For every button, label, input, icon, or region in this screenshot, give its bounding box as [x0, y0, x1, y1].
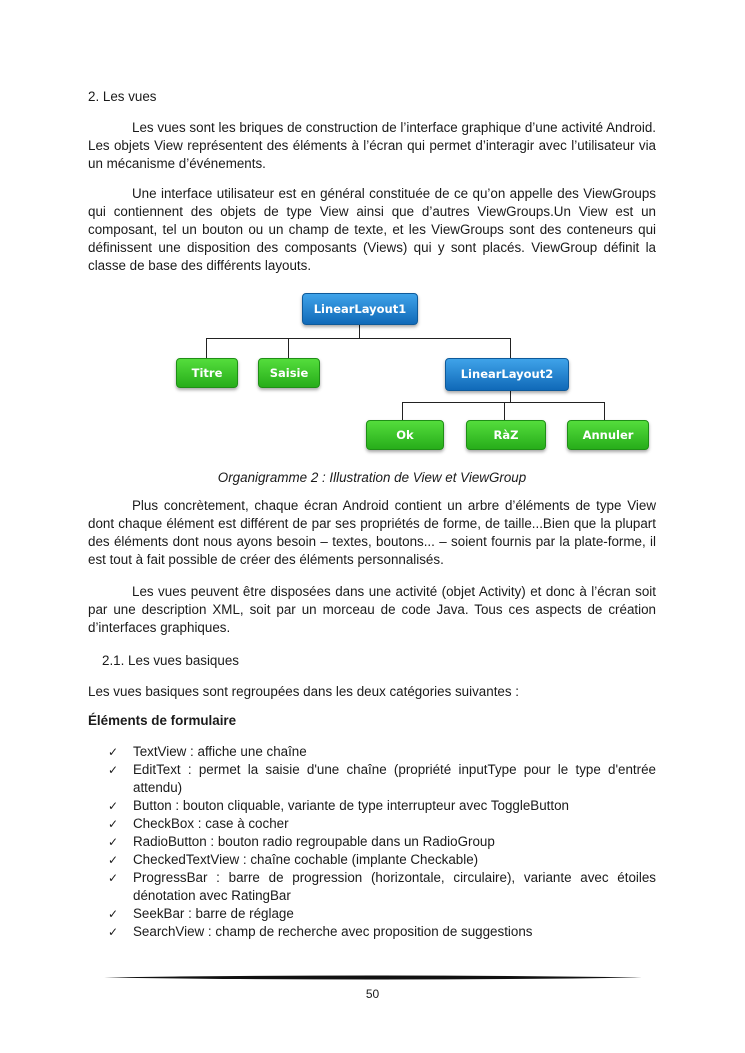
list-item: ✓ CheckBox : case à cocher — [108, 816, 289, 831]
section-heading: 2. Les vues — [88, 89, 157, 104]
form-elements-list — [108, 743, 656, 941]
list-item: ✓ SearchView : champ de recherche avec proposition de suggestions — [108, 924, 533, 939]
check-icon: ✓ — [108, 907, 119, 921]
paragraph-3: Plus concrètement, chaque écran Android contient un arbre d’éléments de type View dont chaque élément est différent de par ses propriétés de forme, de taille...Bien que la plupart des éléments dont nous ayons besoin – textes, boutons... – soient fournis par la plate-forme, il est tout à fait possible de créer des éléments personnalisés. — [88, 498, 656, 567]
list-item: ✓ Button : bouton cliquable, variante de type interrupteur avec ToggleButton — [108, 798, 569, 813]
check-icon: ✓ — [108, 835, 119, 849]
check-icon: ✓ — [108, 799, 119, 813]
node-saisie: Saisie — [258, 358, 320, 388]
check-icon: ✓ — [108, 853, 119, 867]
node-raz: RàZ — [466, 420, 546, 450]
paragraph-2: Une interface utilisateur est en général constituée de ce qu’on appelle des ViewGroups qui contiennent des objets de type View ainsi que d’autres ViewGroups.Un View est un composant, tel un bouton ou un champ de texte, et les ViewGroups sont des conteneurs qui définissent une disposition des composants (Views) qui y sont placés. ViewGroup définit la classe de base des différents layouts. — [88, 186, 656, 273]
check-icon: ✓ — [108, 817, 119, 831]
paragraph-4: Les vues peuvent être disposées dans une activité (objet Activity) et donc à l’écran soit par une description XML, soit par un morceau de code Java. Tous ces aspects de création d’interfaces graphiques. — [88, 584, 656, 635]
page-number: 50 — [365, 987, 380, 1001]
check-icon: ✓ — [108, 871, 119, 885]
list-item: ✓ ProgressBar : barre de progression (horizontale, circulaire), variante avec étoiles dénotation avec RatingBar — [108, 870, 656, 903]
subsection-heading: 2.1. Les vues basiques — [102, 653, 239, 668]
elements-title: Éléments de formulaire — [88, 713, 237, 728]
list-item: ✓ TextView : affiche une chaîne — [108, 744, 307, 759]
intro-text: Les vues basiques sont regroupées dans les deux catégories suivantes : — [88, 684, 519, 699]
list-item: ✓ SeekBar : barre de réglage — [108, 906, 294, 921]
node-ok: Ok — [366, 420, 444, 450]
list-item: ✓ CheckedTextView : chaîne cochable (implante Checkable) — [108, 852, 479, 867]
list-item: ✓ EditText : permet la saisie d'une chaîne (propriété inputType pour le type d'entrée attendu) — [108, 762, 656, 795]
figure-caption: Organigramme 2 : Illustration de View et ViewGroup — [217, 470, 527, 485]
node-linearlayout2: LinearLayout2 — [445, 358, 569, 391]
footer-rule — [104, 975, 642, 980]
list-item: ✓ RadioButton : bouton radio regroupable dans un RadioGroup — [108, 834, 495, 849]
node-titre: Titre — [176, 358, 238, 388]
check-icon: ✓ — [108, 925, 119, 939]
node-linearlayout1: LinearLayout1 — [302, 293, 418, 325]
paragraph-1: Les vues sont les briques de construction de l’interface graphique d’une activité Android. Les objets View représentent des éléments à l’écran qui permet d’interagir avec l’utilisateur via un mécanisme d’événements. — [88, 120, 656, 171]
node-annuler: Annuler — [567, 420, 649, 450]
check-icon: ✓ — [108, 745, 119, 759]
check-icon: ✓ — [108, 763, 119, 777]
